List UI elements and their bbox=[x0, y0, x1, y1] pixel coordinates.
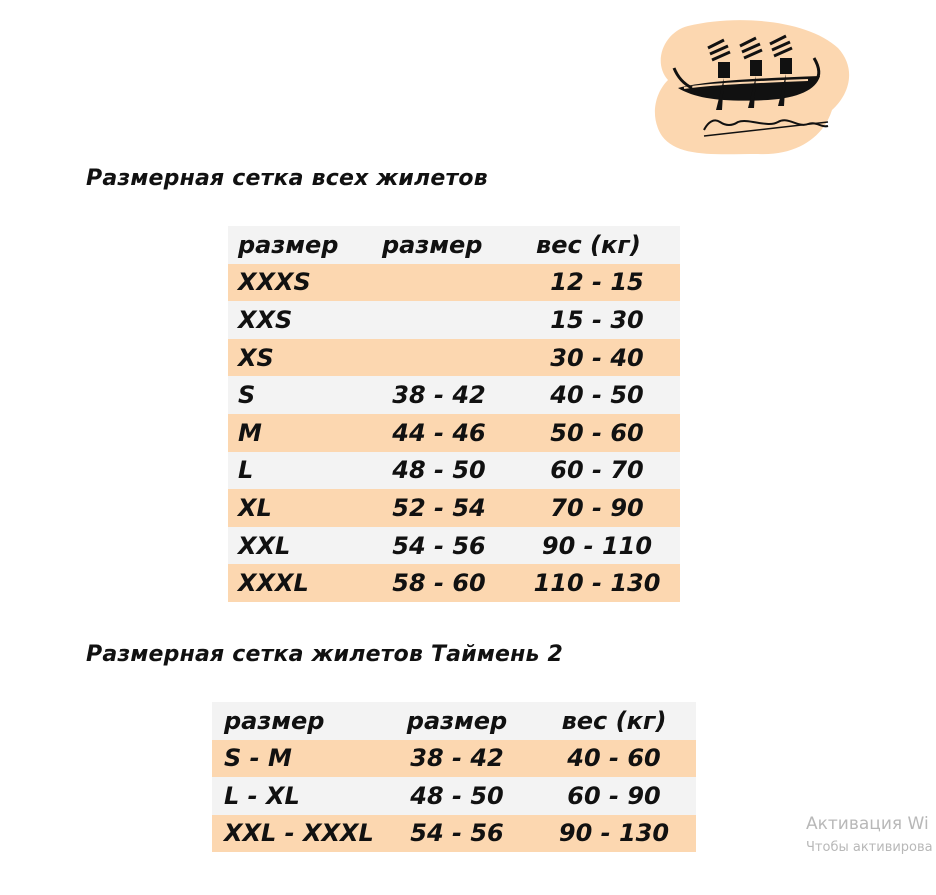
table-row bbox=[228, 452, 680, 490]
size-cell: L bbox=[228, 452, 364, 490]
size-number-cell: 38 - 42 bbox=[382, 740, 532, 778]
table-row bbox=[228, 301, 680, 339]
weight-cell: 12 - 15 bbox=[514, 264, 680, 302]
weight-cell: 90 - 130 bbox=[532, 815, 696, 853]
table-row bbox=[228, 414, 680, 452]
weight-cell: 70 - 90 bbox=[514, 489, 680, 527]
size-number-cell: 58 - 60 bbox=[364, 564, 514, 602]
size-number-cell bbox=[364, 301, 514, 339]
size-number-cell: 38 - 42 bbox=[364, 376, 514, 414]
size-number-cell: 48 - 50 bbox=[364, 452, 514, 490]
size-number-cell: 52 - 54 bbox=[364, 489, 514, 527]
weight-cell: 40 - 60 bbox=[532, 740, 696, 778]
taimen2-size-table bbox=[212, 702, 696, 852]
size-cell: L - XL bbox=[212, 777, 382, 815]
size-number-cell: 44 - 46 bbox=[364, 414, 514, 452]
size-cell: S bbox=[228, 376, 364, 414]
size-cell: XXL - XXXL bbox=[212, 815, 382, 853]
table-header-row bbox=[228, 226, 680, 264]
windows-activation-watermark bbox=[806, 814, 936, 855]
size-number-cell: 54 - 56 bbox=[364, 527, 514, 565]
table-row bbox=[228, 376, 680, 414]
weight-cell: 60 - 70 bbox=[514, 452, 680, 490]
size-cell: XL bbox=[228, 489, 364, 527]
size-cell: XS bbox=[228, 339, 364, 377]
header-size: размер bbox=[228, 226, 364, 264]
size-cell: XXXS bbox=[228, 264, 364, 302]
table-row bbox=[228, 564, 680, 602]
size-cell: XXXL bbox=[228, 564, 364, 602]
watermark-line2: Чтобы активирова bbox=[806, 840, 933, 855]
size-number-cell bbox=[364, 339, 514, 377]
size-number-cell: 48 - 50 bbox=[382, 777, 532, 815]
weight-cell: 60 - 90 bbox=[532, 777, 696, 815]
weight-cell: 110 - 130 bbox=[514, 564, 680, 602]
table2-title: Размерная сетка жилетов Таймень 2 bbox=[86, 642, 564, 667]
header-size: размер bbox=[212, 702, 382, 740]
weight-cell: 50 - 60 bbox=[514, 414, 680, 452]
weight-cell: 30 - 40 bbox=[514, 339, 680, 377]
size-cell: S - M bbox=[212, 740, 382, 778]
table-row bbox=[228, 339, 680, 377]
table-row bbox=[228, 264, 680, 302]
size-number-cell: 54 - 56 bbox=[382, 815, 532, 853]
size-cell: M bbox=[228, 414, 364, 452]
weight-cell: 40 - 50 bbox=[514, 376, 680, 414]
table-row bbox=[228, 489, 680, 527]
vest-size-table bbox=[228, 226, 680, 602]
weight-cell: 15 - 30 bbox=[514, 301, 680, 339]
header-size-2: размер bbox=[364, 226, 514, 264]
weight-cell: 90 - 110 bbox=[514, 527, 680, 565]
table-row bbox=[228, 527, 680, 565]
table-row bbox=[212, 815, 696, 853]
size-number-cell bbox=[364, 264, 514, 302]
table1-title: Размерная сетка всех жилетов bbox=[86, 166, 488, 191]
master-lodok-logo bbox=[648, 18, 854, 160]
size-cell: XXL bbox=[228, 527, 364, 565]
table-row bbox=[212, 777, 696, 815]
table-header-row bbox=[212, 702, 696, 740]
header-weight: вес (кг) bbox=[514, 226, 680, 264]
size-cell: XXS bbox=[228, 301, 364, 339]
table-row bbox=[212, 740, 696, 778]
watermark-line1: Активация Wi bbox=[806, 814, 929, 834]
header-weight: вес (кг) bbox=[532, 702, 696, 740]
header-size-2: размер bbox=[382, 702, 532, 740]
